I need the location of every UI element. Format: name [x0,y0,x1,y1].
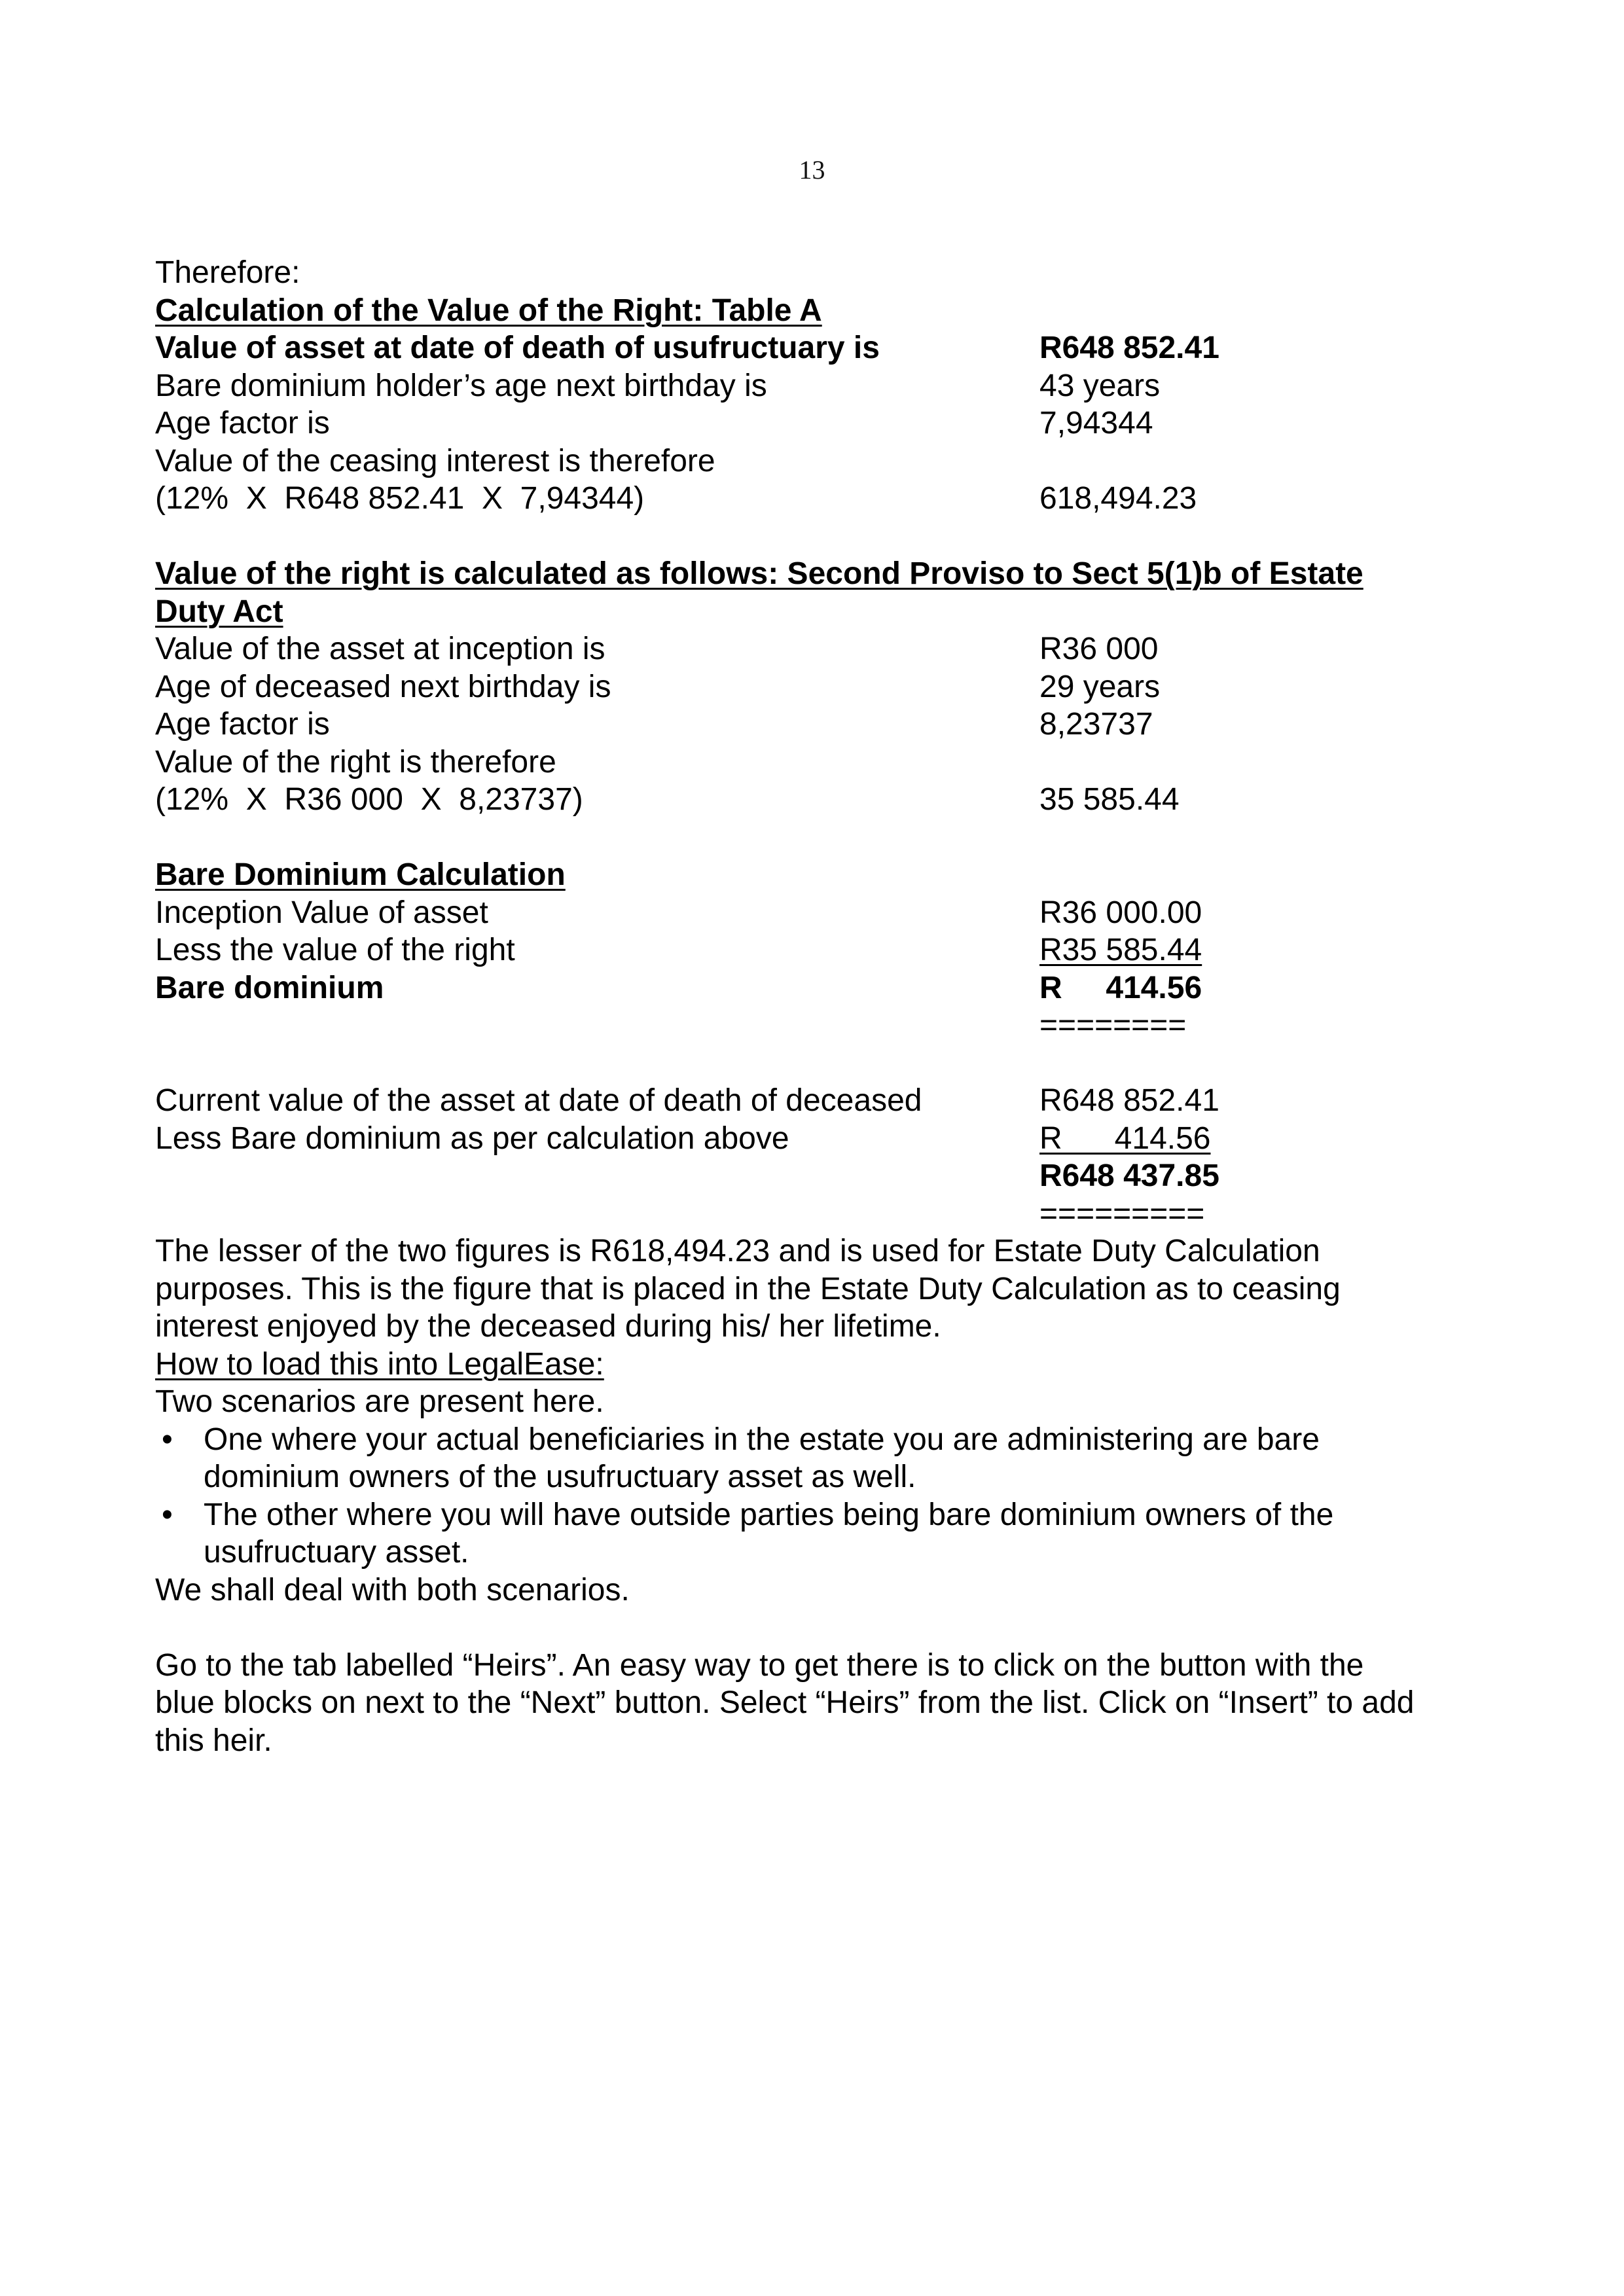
bare-dominium-row [155,931,1530,969]
proviso-heading-cont: Duty Act [155,594,283,629]
bullet-icon: • [162,1422,173,1457]
list-item-text: One where your actual beneficiaries in the estate you are administering are bare [204,1422,1320,1457]
proviso-row [155,744,1530,781]
table-a-row [155,442,1530,480]
row-value: R648 852.41 [1039,1083,1219,1118]
row-label: Current value of the asset at date of death of deceased [155,1083,922,1118]
row-label: Bare dominium [155,970,384,1005]
page-number: 13 [799,155,825,185]
paragraph-line: this heir. [155,1723,272,1758]
row-value: 35 585.44 [1039,782,1180,817]
current-value-total-row [155,1157,1530,1195]
proviso-row [155,668,1530,706]
table-a-row [155,329,1530,367]
double-rule: ======== [1039,1008,1187,1043]
bare-dominium-row [155,894,1530,932]
proviso-row [155,781,1530,819]
row-label: (12% X R648 852.41 X 7,94344) [155,481,645,516]
row-label: Value of the ceasing interest is therefore [155,443,715,478]
row-label: Less the value of the right [155,933,515,967]
row-label: Age factor is [155,707,330,742]
row-label: Value of asset at date of death of usufructuary is [155,331,880,365]
table-a-row [155,404,1530,442]
row-value: R 414.56 [1039,1121,1211,1156]
total-value: R648 437.85 [1039,1158,1219,1193]
paragraph-line: interest enjoyed by the deceased during his/ her lifetime. [155,1309,941,1344]
list-item-text: usufructuary asset. [204,1535,469,1570]
intro-text: Therefore: [155,255,300,290]
list-item-text: The other where you will have outside parties being bare dominium owners of the [204,1497,1334,1532]
how-to-heading: How to load this into LegalEase: [155,1346,604,1382]
table-a-row [155,367,1530,405]
row-value: R36 000 [1039,632,1159,666]
paragraph-line: Two scenarios are present here. [155,1384,604,1419]
current-value-row [155,1120,1530,1158]
row-value: 7,94344 [1039,406,1153,440]
scenario-list [155,1421,1530,1571]
double-rule: ========= [1039,1196,1205,1231]
table-a-heading: Calculation of the Value of the Right: Table A [155,293,822,328]
row-label: Value of the asset at inception is [155,632,605,666]
row-label: Age factor is [155,406,330,440]
row-label: (12% X R36 000 X 8,23737) [155,782,583,817]
row-value: R36 000.00 [1039,895,1202,930]
proviso-heading: Value of the right is calculated as follows: Second Proviso to Sect 5(1)b of Estate [155,556,1363,591]
paragraph-line: We shall deal with both scenarios. [155,1572,630,1607]
row-value: 29 years [1039,669,1161,704]
paragraph-line: The lesser of the two figures is R618,494.23 and is used for Estate Duty Calculation [155,1234,1320,1268]
paragraph-line: blue blocks on next to the “Next” button. Select “Heirs” from the list. Click on “Insert” to add [155,1685,1415,1720]
proviso-row [155,706,1530,744]
bare-dominium-heading: Bare Dominium Calculation [155,857,566,892]
paragraph-line: purposes. This is the figure that is placed in the Estate Duty Calculation as to ceasing [155,1271,1341,1306]
bare-dominium-total-row [155,969,1530,1007]
row-label: Value of the right is therefore [155,744,556,780]
separator-row [155,1195,1530,1233]
paragraph-line: Go to the tab labelled “Heirs”. An easy way to get there is to click on the button with the [155,1647,1364,1683]
page-content [155,254,1530,1759]
bullet-icon: • [162,1497,173,1532]
row-label: Less Bare dominium as per calculation above [155,1121,789,1156]
row-label: Inception Value of asset [155,895,488,930]
proviso-row [155,630,1530,668]
row-value: R648 852.41 [1039,331,1219,365]
row-value: 618,494.23 [1039,481,1197,516]
list-item-text: dominium owners of the usufructuary asset as well. [204,1460,916,1494]
row-label: Age of deceased next birthday is [155,669,611,704]
row-label: Bare dominium holder’s age next birthday is [155,368,767,403]
row-value: R 414.56 [1039,970,1202,1005]
current-value-row [155,1082,1530,1120]
separator-row [155,1007,1530,1045]
list-item [155,1496,1530,1571]
table-a-row [155,480,1530,518]
row-value: R35 585.44 [1039,933,1202,967]
row-value: 43 years [1039,368,1161,403]
list-item [155,1421,1530,1496]
row-value: 8,23737 [1039,707,1153,742]
